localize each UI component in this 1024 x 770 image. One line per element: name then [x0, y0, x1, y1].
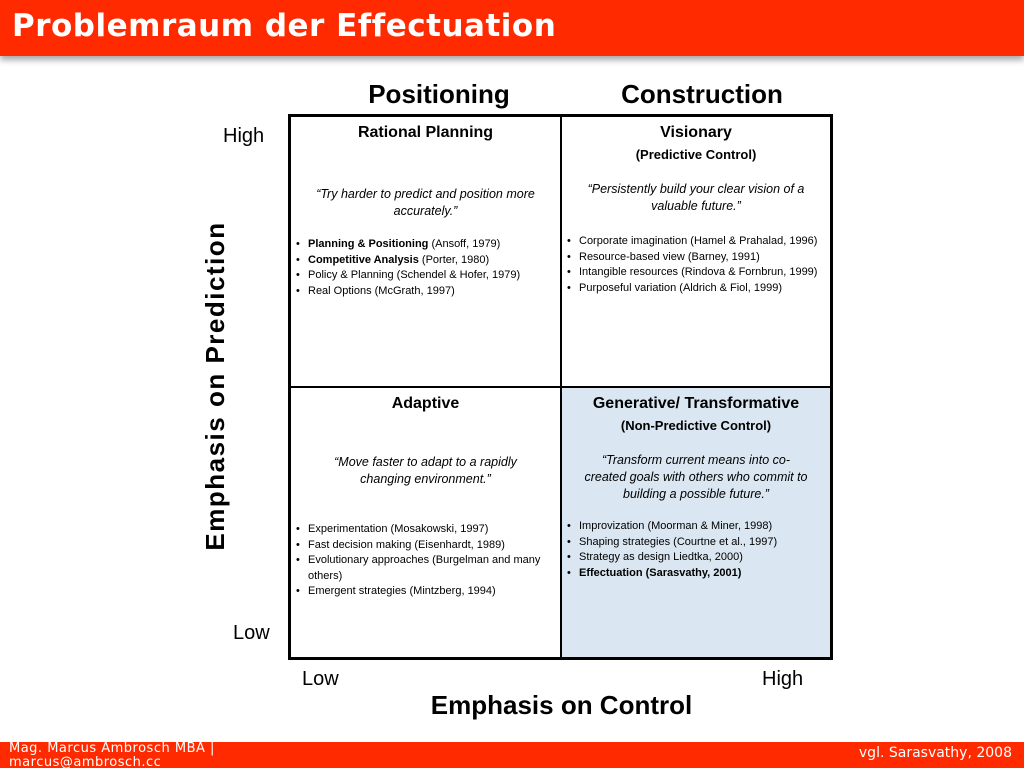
quote-line: “Transform current means into co-: [601, 453, 791, 467]
quote-line: “Try harder to predict and position more: [316, 187, 535, 201]
quadrant-visionary: [562, 117, 830, 388]
quote-line: building a possible future.”: [623, 487, 769, 501]
reference-text: Experimentation (Mosakowski, 1997): [308, 523, 489, 535]
reference-highlight: Planning & Positioning: [308, 238, 429, 250]
quote-line: created goals with others who commit to: [584, 470, 808, 484]
quote-line: changing environment.”: [360, 472, 491, 486]
reference-item: [566, 519, 826, 535]
reference-highlight: Effectuation (Sarasvathy, 2001): [579, 566, 742, 579]
x-axis-high-label: High: [762, 668, 804, 690]
reference-item: [295, 522, 556, 538]
reference-list: [295, 522, 556, 600]
quadrant-quote: [297, 454, 554, 488]
quote-line: “Move faster to adapt to a rapidly: [334, 455, 517, 469]
column-heading-positioning: Positioning: [368, 79, 510, 109]
quadrant-quote: [568, 181, 824, 215]
reference-text: Shaping strategies (Courtne et al., 1997): [579, 535, 778, 548]
reference-text: Real Options (McGrath, 1997): [308, 284, 455, 297]
quadrant-adaptive: [291, 388, 562, 657]
column-heading-construction: Construction: [621, 79, 783, 109]
reference-text: Strategy as design Liedtka, 2000): [579, 551, 743, 563]
y-axis-title: Emphasis on Prediction: [200, 221, 230, 551]
footer-source: vgl. Sarasvathy, 2008: [858, 745, 1012, 761]
quote-line: valuable future.”: [651, 199, 741, 213]
slide-title: Problemraum der Effectuation: [12, 8, 557, 44]
reference-text: Evolutionary approaches (Burgelman and many others): [308, 554, 541, 582]
quote-line: “Persistently build your clear vision of a: [587, 182, 805, 196]
reference-text: Corporate imagination (Hamel & Prahalad, 1996): [579, 235, 818, 247]
quadrant-title: Visionary: [660, 124, 732, 141]
reference-item: [295, 538, 556, 554]
reference-item: [566, 234, 826, 250]
reference-list: [566, 234, 826, 296]
reference-item: [566, 550, 826, 566]
reference-text: Policy & Planning (Schendel & Hofer, 1979): [308, 269, 521, 281]
y-axis-high-label: High: [223, 125, 265, 147]
reference-list: [566, 519, 826, 581]
reference-text: Emergent strategies (Mintzberg, 1994): [308, 585, 496, 597]
reference-item: [295, 553, 556, 584]
footer-author: Mag. Marcus Ambrosch MBA | marcus@ambrosch.cc: [9, 741, 215, 770]
quote-line: accurately.”: [393, 204, 458, 218]
reference-item: [295, 584, 556, 600]
reference-item: [566, 265, 826, 281]
footer-bar: [0, 742, 1024, 768]
reference-list: [295, 237, 556, 299]
quadrant-title: Generative/ Transformative: [592, 395, 800, 412]
reference-item: [566, 281, 826, 297]
reference-highlight: Competitive Analysis: [308, 253, 419, 266]
reference-text: (Porter, 1980): [418, 253, 490, 266]
quadrant-rational-planning: [291, 117, 562, 388]
reference-item: [566, 535, 826, 551]
x-axis-low-label: Low: [302, 668, 339, 690]
quadrant-generative-transformative: [562, 388, 830, 657]
quadrant-subtitle: (Non-Predictive Control): [620, 418, 772, 433]
reference-text: Improvization (Moorman & Miner, 1998): [579, 520, 773, 532]
x-axis-title: Emphasis on Control: [430, 690, 693, 720]
reference-text: Purposeful variation (Aldrich & Fiol, 1999): [579, 281, 782, 294]
y-axis-low-label: Low: [233, 622, 270, 644]
quadrant-title: Adaptive: [391, 395, 460, 412]
quadrant-quote: [568, 452, 824, 503]
title-bar: [0, 0, 1024, 56]
reference-item: [295, 253, 556, 269]
reference-item: [566, 250, 826, 266]
quadrant-quote: [297, 186, 554, 220]
reference-item: [566, 566, 826, 582]
reference-text: Resource-based view (Barney, 1991): [579, 250, 760, 263]
reference-text: (Ansoff, 1979): [428, 238, 501, 250]
reference-item: [295, 268, 556, 284]
reference-text: Fast decision making (Eisenhardt, 1989): [308, 538, 505, 551]
reference-text: Intangible resources (Rindova & Fornbrun, 1999): [579, 266, 818, 278]
strategy-matrix: [288, 114, 833, 660]
quadrant-title: Rational Planning: [357, 124, 494, 141]
reference-item: [295, 284, 556, 300]
quadrant-subtitle: (Predictive Control): [635, 147, 757, 162]
reference-item: [295, 237, 556, 253]
